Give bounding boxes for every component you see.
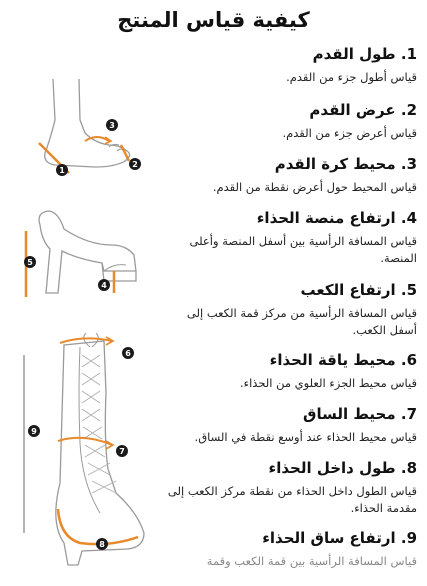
svg-text:7: 7 bbox=[119, 447, 125, 456]
step-title: 7. محيط الساق bbox=[303, 405, 417, 423]
step-calf-girth bbox=[167, 404, 417, 446]
step-title: 2. عرض القدم bbox=[309, 101, 417, 119]
step-title: 3. محيط كرة القدم bbox=[274, 155, 417, 173]
step-description: قياس أعرض جزء من القدم. bbox=[282, 126, 417, 140]
svg-text:4: 4 bbox=[101, 281, 107, 290]
step-collar-girth bbox=[167, 350, 417, 392]
step-platform-height bbox=[167, 208, 417, 267]
step-ball-girth bbox=[167, 154, 417, 196]
step-title: 9. ارتفاع ساق الحذاء bbox=[262, 529, 417, 547]
step-description: قياس محيط الجزء العلوي من الحذاء. bbox=[240, 376, 417, 390]
svg-text:3: 3 bbox=[109, 121, 115, 130]
step-title: 6. محيط ياقة الحذاء bbox=[269, 351, 417, 369]
step-description: قياس محيط الحذاء عند أوسع نقطة في الساق. bbox=[194, 430, 417, 444]
step-foot-length bbox=[167, 44, 417, 86]
step-shaft-height bbox=[167, 528, 417, 570]
svg-text:9: 9 bbox=[31, 427, 37, 436]
step-description: قياس المسافة الرأسية بين أسفل المنصة وأعلى المنصة. bbox=[189, 234, 417, 265]
step-title: 1. طول القدم bbox=[312, 45, 417, 63]
svg-text:5: 5 bbox=[27, 258, 33, 267]
step-foot-width bbox=[167, 100, 417, 142]
step-title: 4. ارتفاع منصة الحذاء bbox=[256, 209, 417, 227]
foot-illustration bbox=[25, 75, 155, 185]
lace-up-boot-illustration bbox=[20, 333, 165, 568]
step-description: قياس المسافة الرأسية بين قمة الكعب وقمة bbox=[206, 554, 417, 568]
platform-shoe-illustration bbox=[18, 205, 158, 305]
illustrations bbox=[0, 0, 175, 586]
step-description: قياس الطول داخل الحذاء من نقطة مركز الكعب إلى مقدمة الحذاء. bbox=[167, 484, 417, 515]
step-insole-length bbox=[167, 458, 417, 517]
step-title: 5. ارتفاع الكعب bbox=[300, 281, 417, 299]
step-description: قياس المحيط حول أعرض نقطة من القدم. bbox=[212, 180, 417, 194]
step-description: قياس أطول جزء من القدم. bbox=[286, 70, 417, 84]
step-description: قياس المسافة الرأسية من مركز قمة الكعب إلى أسفل الكعب. bbox=[186, 306, 417, 337]
step-heel-height bbox=[167, 280, 417, 339]
page-title: كيفية قياس المنتج bbox=[117, 8, 310, 32]
svg-text:2: 2 bbox=[132, 160, 138, 169]
svg-text:1: 1 bbox=[59, 166, 65, 175]
step-title: 8. طول داخل الحذاء bbox=[268, 459, 417, 477]
svg-text:6: 6 bbox=[125, 349, 131, 358]
svg-text:8: 8 bbox=[99, 540, 105, 549]
